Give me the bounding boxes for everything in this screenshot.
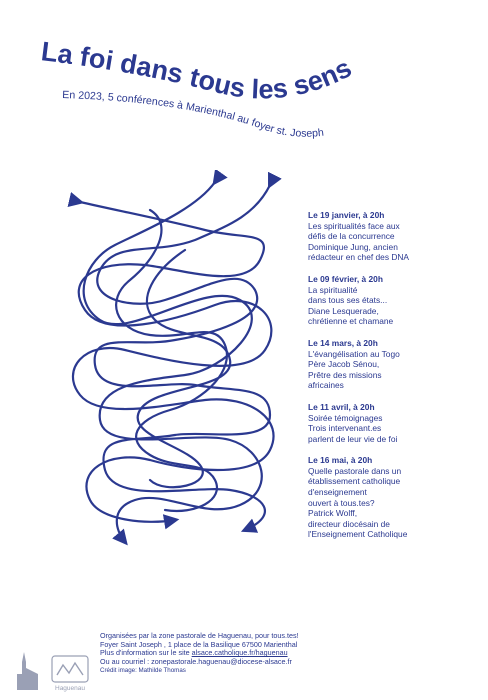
event-description-line: Dominique Jung, ancien [308,241,398,252]
event-description-line: Quelle pastorale dans un [308,465,402,476]
event-date: Le 16 mai, à 20h [308,455,373,466]
event-description-line: africaines [308,380,344,391]
event-description-line: L'évangélisation au Togo [308,348,400,359]
title-block [0,0,488,150]
event-description-line: défis de la concurrence [308,231,395,242]
logo-text: Haguenau [55,685,85,692]
event-item [308,210,480,263]
footer-organizer: Organisées par la zone pastorale de Haguenau, pour tous.tes! [100,631,299,640]
event-description-line: ouvert à tous.tes? [308,497,375,508]
event-date: Le 14 mars, à 20h [308,337,378,348]
event-description-line: La spiritualité [308,284,358,295]
image-credit: Crédit image: Mathilde Thomas [100,666,186,674]
scribble-path-1 [73,202,274,522]
event-item [308,274,480,327]
scribble-path-5 [138,250,231,487]
event-description-line: établissement catholique [308,476,401,487]
event-date: Le 09 février, à 20h [308,273,383,284]
event-date: Le 11 avril, à 20h [308,401,375,412]
footer-email: Ou au courriel : zonepastorale.haguenau@diocese-alsace.fr [100,657,292,667]
page-subtitle: En 2023, 5 conférences à Marienthal au foyer st. Joseph [61,89,325,140]
footer [100,632,480,676]
event-item [308,338,480,391]
event-description-line: Patrick Wolff, [308,508,358,519]
event-description-line: rédacteur en chef des DNA [308,252,410,263]
event-description-line: chrétienne et chamane [308,316,394,327]
church-icon [14,650,44,690]
event-list [308,210,480,551]
event-description-line: Père Jacob Sénou, [308,359,380,370]
event-description-line: parlent de leur vie de foi [308,433,398,444]
event-description-line: Prêtre des missions [308,369,382,380]
zone-pastorale-logo-icon [51,655,89,693]
event-description-line: directeur diocésain de [308,518,390,529]
event-description-line: Les spiritualités face aux [308,220,400,231]
event-description-line: dans tous ses états... [308,295,388,306]
event-description-line: l'Enseignement Catholique [308,529,408,540]
event-date: Le 19 janvier, à 20h [308,210,385,220]
footer-address: Foyer Saint Joseph , 1 place de la Basilique 67500 Marienthal [100,639,298,649]
footer-website: Plus d'information sur le site alsace.catholique.fr/haguenau [100,648,288,658]
tangled-line-illustration [55,170,305,550]
event-description-line: Trois intervenant.es [308,423,382,434]
event-description-line: Soirée témoignages [308,412,383,423]
event-item [308,402,480,444]
website-link[interactable]: alsace.catholique.fr/haguenau [191,648,288,658]
event-description-line: d'enseignement [308,487,367,498]
page-title: La foi dans tous les sens [39,36,357,105]
event-description-line: Diane Lesquerade, [308,305,379,316]
event-item [308,455,480,540]
